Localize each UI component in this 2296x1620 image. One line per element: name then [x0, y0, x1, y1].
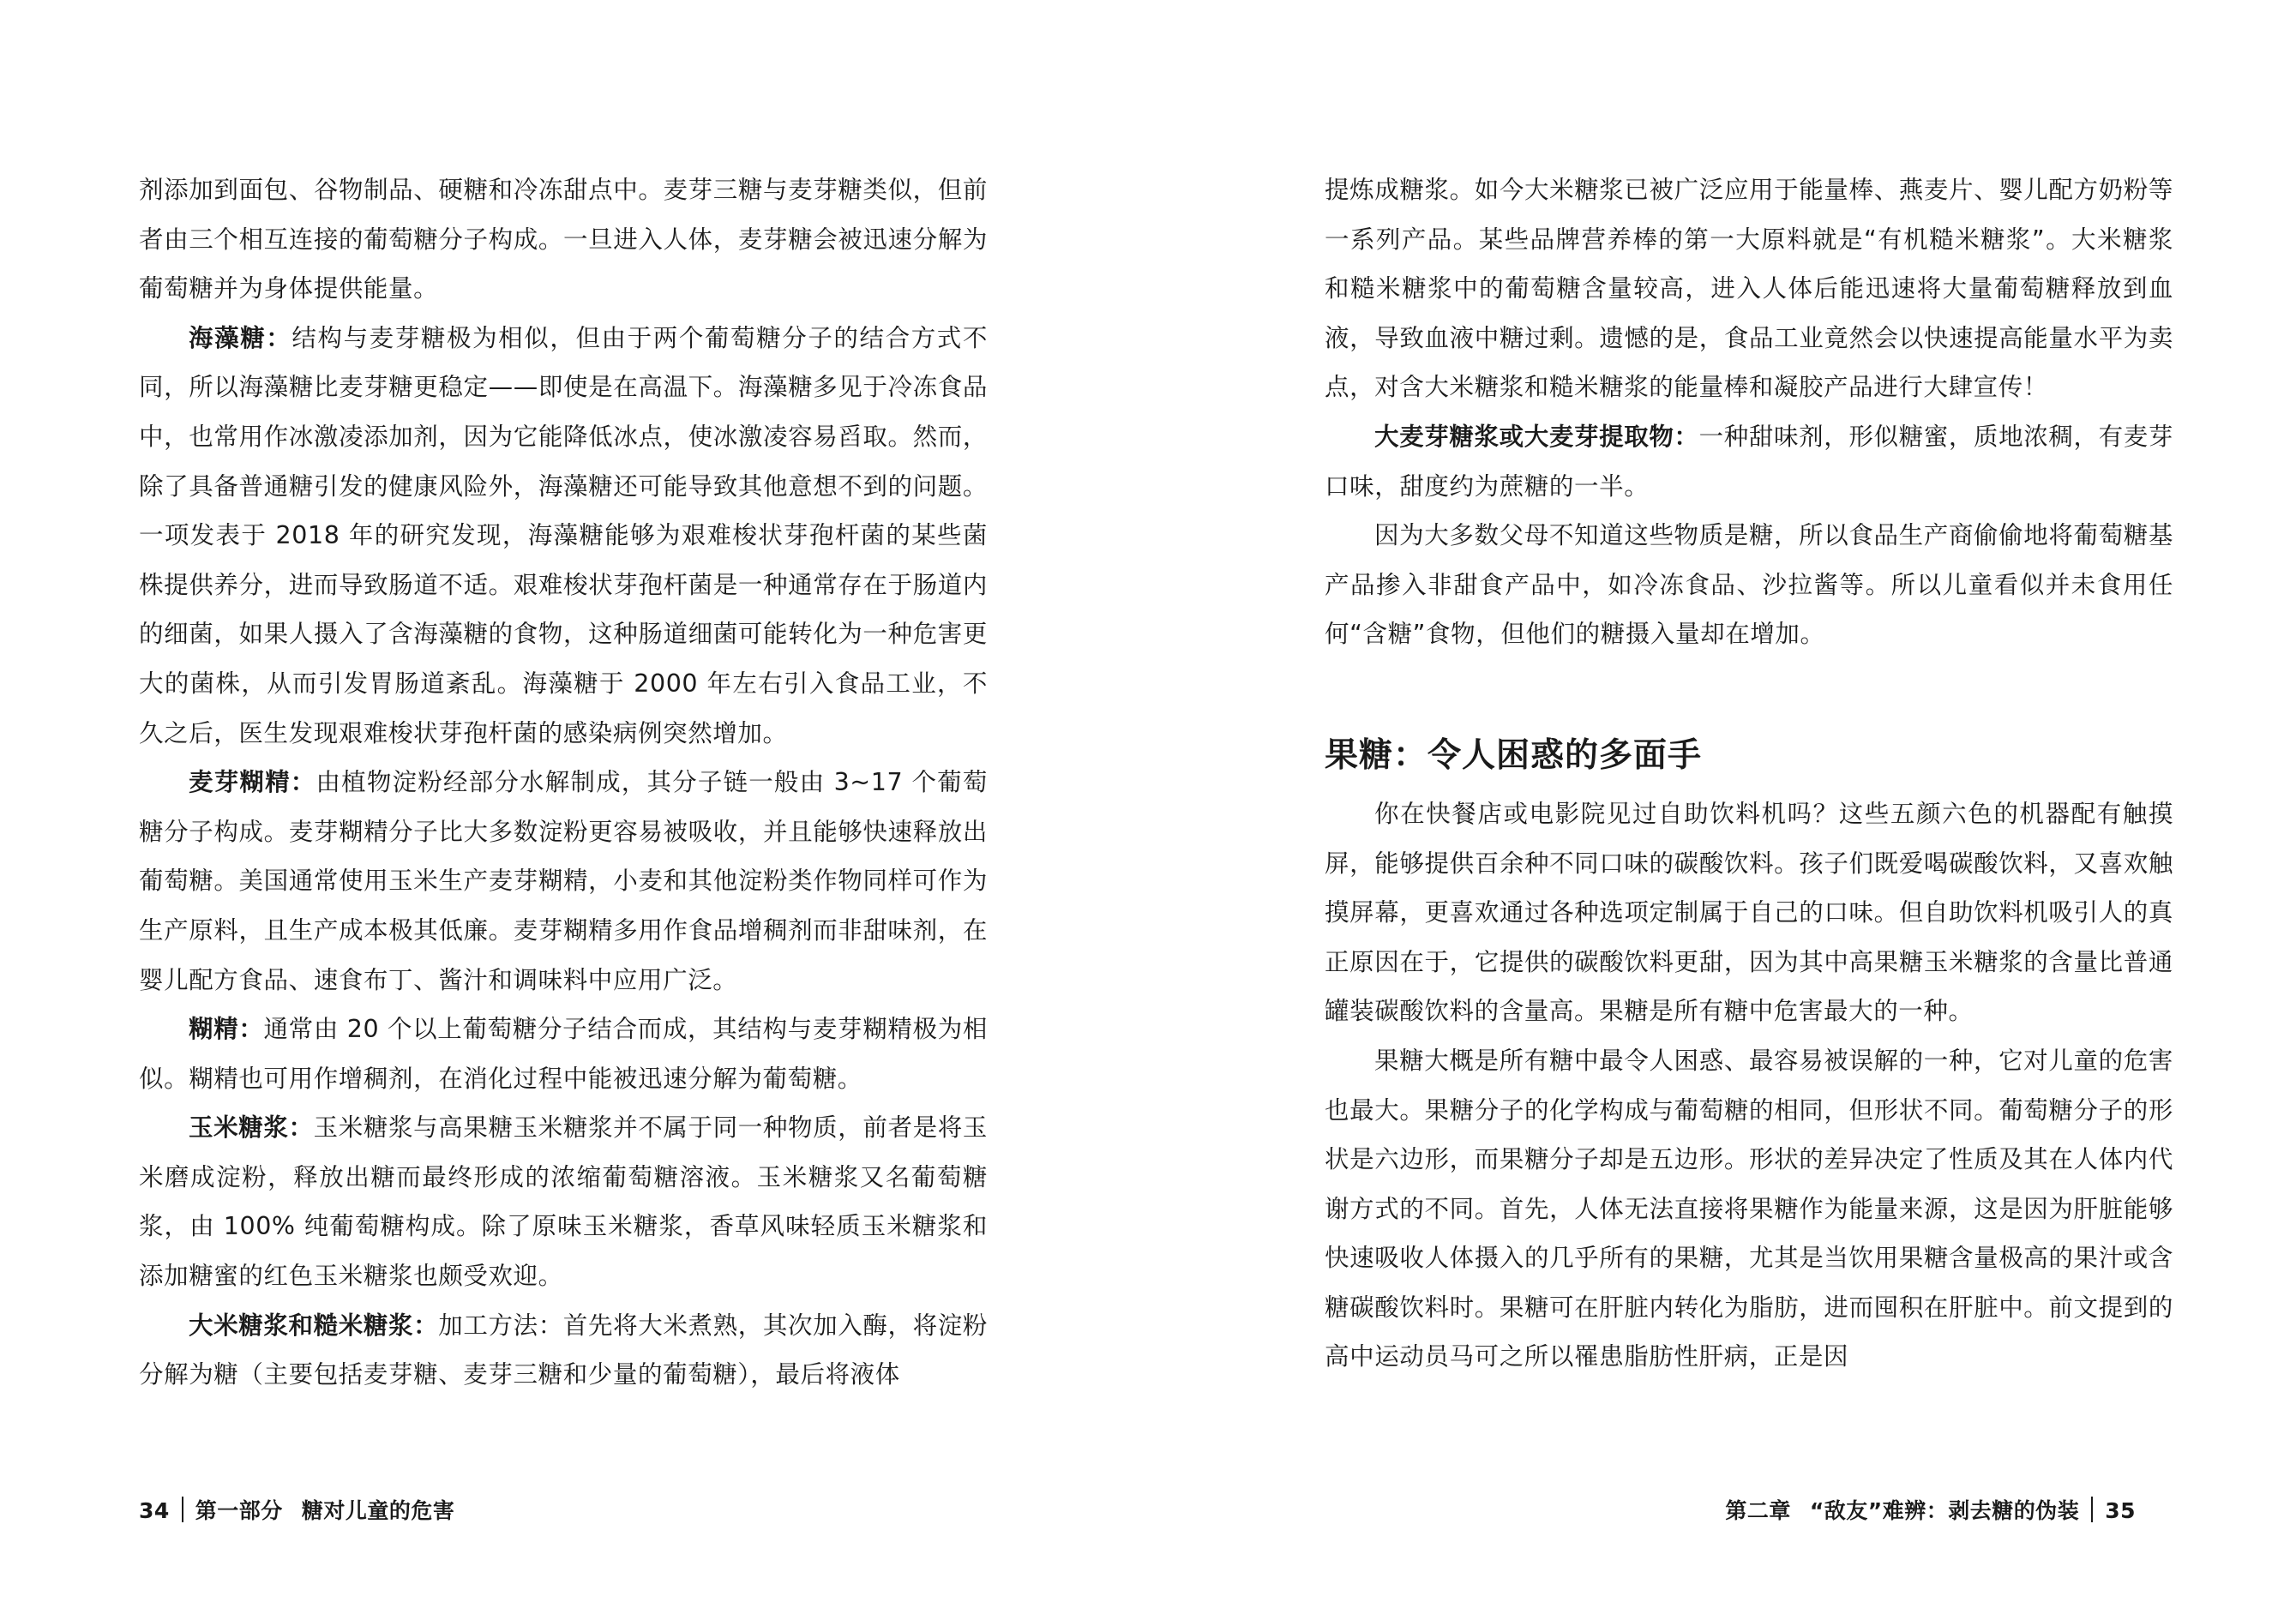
term-trehalose: 海藻糖： — [189, 323, 292, 352]
left-text-column — [139, 165, 988, 1400]
paragraph-soda-machine: 你在快餐店或电影院见过自助饮料机吗？这些五颜六色的机器配有触摸屏，能够提供百余种不同口味的碳酸饮料。孩子们既爱喝碳酸饮料，又喜欢触摸屏幕，更喜欢通过各种选项定制属于自己的口味。但自助饮料机吸引人的真正原因在于，它提供的碳酸饮料更甜，因为其中高果糖玉米糖浆的含量比普通罐装碳酸饮料的含量高。果糖是所有糖中危害最大的一种。 — [1325, 799, 2173, 1026]
part-title: 糖对儿童的危害 — [301, 1498, 455, 1523]
left-page-footer — [139, 1496, 454, 1527]
section-heading: 果糖：令人困惑的多面手 — [1325, 735, 1703, 775]
right-text-column — [1325, 165, 2173, 1382]
page-number: 35 — [2105, 1498, 2136, 1523]
paragraph-dextrin: 糊精：通常由 20 个以上葡萄糖分子结合而成，其结构与麦芽糊精极为相似。糊精也可用作增稠剂，在消化过程中能被迅速分解为葡萄糖。 — [139, 1015, 988, 1093]
page-number: 34 — [139, 1498, 170, 1523]
term-rice-syrup: 大米糖浆和糙米糖浆： — [189, 1311, 439, 1340]
term-corn-syrup: 玉米糖浆： — [189, 1113, 314, 1143]
paragraph-parents: 因为大多数父母不知道这些物质是糖，所以食品生产商偷偷地将葡萄糖基产品掺入非甜食产品中，如冷冻食品、沙拉酱等。所以儿童看似并未食用任何“含糖”食物，但他们的糖摄入量却在增加。 — [1325, 521, 2173, 649]
paragraph-continued: 提炼成糖浆。如今大米糖浆已被广泛应用于能量棒、燕麦片、婴儿配方奶粉等一系列产品。某些品牌营养棒的第一大原料就是“有机糙米糖浆”。大米糖浆和糙米糖浆中的葡萄糖含量较高，进入人体后能迅速将大量葡萄糖释放到血液，导致血液中糖过剩。遗憾的是，食品工业竟然会以快速提高能量水平为卖点，对含大米糖浆和糙米糖浆的能量棒和凝胶产品进行大肆宣传！ — [1325, 176, 2173, 402]
right-page-footer — [1725, 1496, 2136, 1527]
footer-divider — [182, 1497, 183, 1522]
right-page — [1148, 0, 2296, 1620]
paragraph-0: 剂添加到面包、谷物制品、硬糖和冷冻甜点中。麦芽三糖与麦芽糖类似，但前者由三个相互连接的葡萄糖分子构成。一旦进入人体，麦芽糖会被迅速分解为葡萄糖并为身体提供能量。 — [139, 176, 988, 303]
paragraph-barley-malt: 大麦芽糖浆或大麦芽提取物：一种甜味剂，形似糖蜜，质地浓稠，有麦芽口味，甜度约为蔗糖的一半。 — [1325, 422, 2173, 501]
paragraph-maltodextrin: 麦芽糊精：由植物淀粉经部分水解制成，其分子链一般由 3~17 个葡萄糖分子构成。麦芽糊精分子比大多数淀粉更容易被吸收，并且能够快速释放出葡萄糖。美国通常使用玉米生产麦芽糊精，小麦和其他淀粉类作物同样可作为生产原料，且生产成本极其低廉。麦芽糊精多用作食品增稠剂而非甜味剂，在婴儿配方食品、速食布丁、酱汁和调味料中应用广泛。 — [139, 768, 988, 994]
paragraph-rice-syrup: 大米糖浆和糙米糖浆：加工方法：首先将大米煮熟，其次加入酶，将淀粉分解为糖（主要包括麦芽糖、麦芽三糖和少量的葡萄糖），最后将液体 — [139, 1311, 988, 1389]
chapter-label: 第二章 — [1725, 1498, 1791, 1523]
paragraph-trehalose: 海藻糖：结构与麦芽糖极为相似，但由于两个葡萄糖分子的结合方式不同，所以海藻糖比麦芽糖更稳定——即使是在高温下。海藻糖多见于冷冻食品中，也常用作冰激凌添加剂，因为它能降低冰点，使冰激凌容易舀取。然而，除了具备普通糖引发的健康风险外，海藻糖还可能导致其他意想不到的问题。一项发表于 2018 年的研究发现，海藻糖能够为艰难梭状芽孢杆菌的某些菌株提供养分，进而导致肠道不适。艰难梭状芽孢杆菌是一种通常存在于肠道内的细菌，如果人摄入了含海藻糖的食物，这种肠道细菌可能转化为一种危害更大的菌株，从而引发胃肠道紊乱。海藻糖于 2000 年左右引入食品工业，不久之后，医生发现艰难梭状芽孢杆菌的感染病例突然增加。 — [139, 323, 988, 747]
term-maltodextrin: 麦芽糊精： — [189, 768, 316, 797]
footer-divider — [2091, 1497, 2093, 1522]
part-label: 第一部分 — [195, 1498, 283, 1523]
term-barley-malt: 大麦芽糖浆或大麦芽提取物： — [1374, 422, 1699, 451]
paragraph-corn-syrup: 玉米糖浆：玉米糖浆与高果糖玉米糖浆并不属于同一种物质，前者是将玉米磨成淀粉，释放出糖而最终形成的浓缩葡萄糖溶液。玉米糖浆又名葡萄糖浆，由 100% 纯葡萄糖构成。除了原味玉米糖浆，香草风味轻质玉米糖浆和添加糖蜜的红色玉米糖浆也颇受欢迎。 — [139, 1113, 988, 1291]
chapter-title: “敌友”难辨：剥去糖的伪装 — [1809, 1498, 2080, 1523]
paragraph-fructose: 果糖大概是所有糖中最令人困惑、最容易被误解的一种，它对儿童的危害也最大。果糖分子的化学构成与葡萄糖的相同，但形状不同。葡萄糖分子的形状是六边形，而果糖分子却是五边形。形状的差异决定了性质及其在人体内代谢方式的不同。首先，人体无法直接将果糖作为能量来源，这是因为肝脏能够快速吸收人体摄入的几乎所有的果糖，尤其是当饮用果糖含量极高的果汁或含糖碳酸饮料时。果糖可在肝脏内转化为脂肪，进而囤积在肝脏中。前文提到的高中运动员马可之所以罹患脂肪性肝病，正是因 — [1325, 1046, 2173, 1371]
term-dextrin: 糊精： — [189, 1015, 264, 1044]
